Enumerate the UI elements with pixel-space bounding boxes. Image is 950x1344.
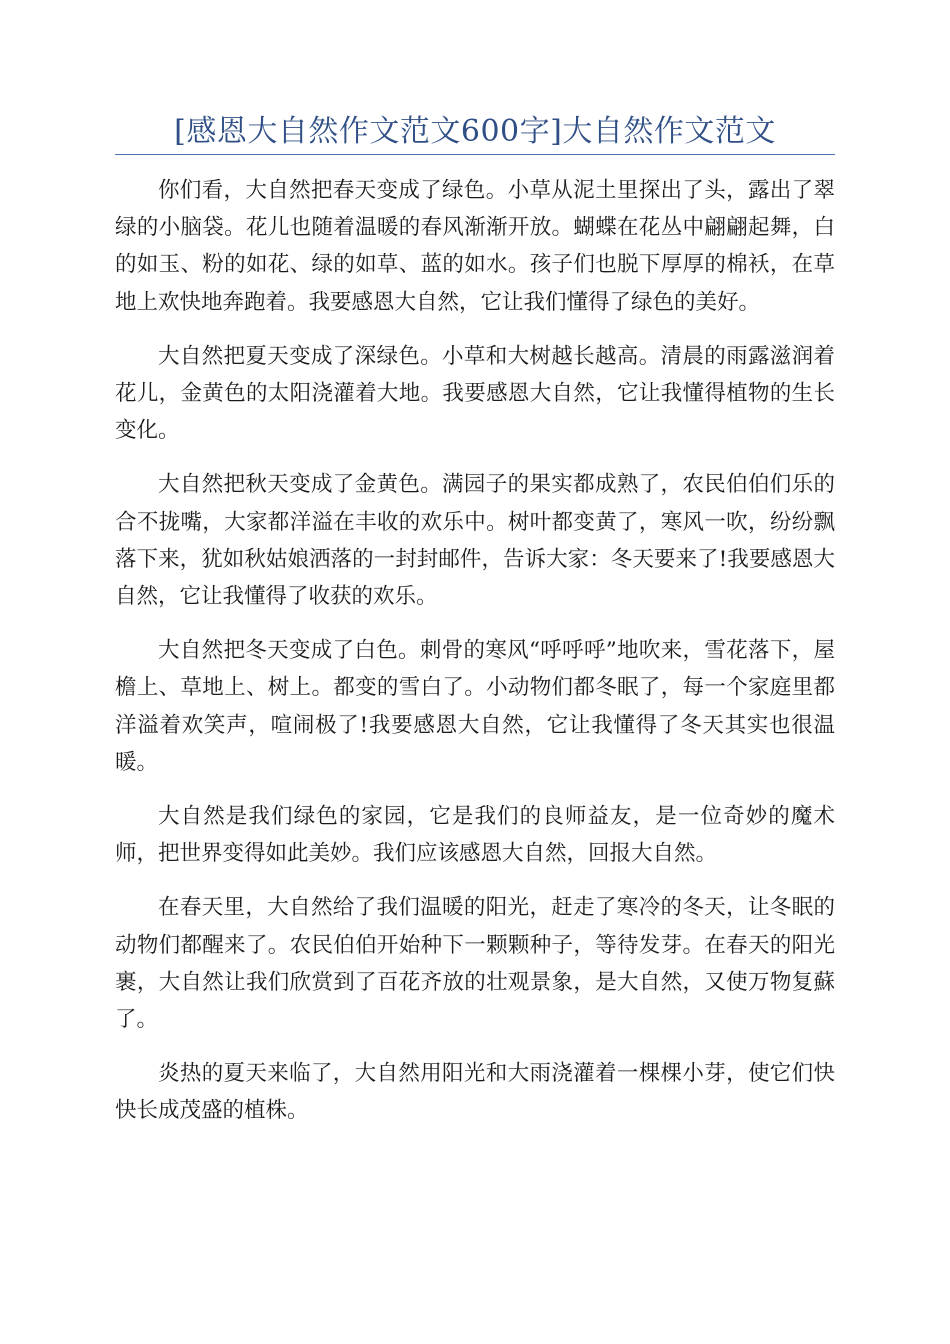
document-body xyxy=(115,172,835,1147)
paragraph: 大自然把夏天变成了深绿色。小草和大树越长越高。清晨的雨露滋润着花儿，金黄色的太阳浇灌着大地。我要感恩大自然，它让我懂得植物的生长变化。 xyxy=(115,343,835,444)
paragraph: 大自然把秋天变成了金黄色。满园子的果实都成熟了，农民伯伯们乐的合不拢嘴，大家都洋溢在丰收的欢乐中。树叶都变黄了，寒风一吹，纷纷飘落下来，犹如秋姑娘洒落的一封封邮件，告诉大家：冬天要来了!我要感恩大自然，它让我懂得了收获的欢乐。 xyxy=(115,472,835,610)
title-underline xyxy=(115,154,835,155)
paragraph: 在春天里，大自然给了我们温暖的阳光，赶走了寒冷的冬天，让冬眠的动物们都醒来了。农民伯伯开始种下一颗颗种子，等待发芽。在春天的阳光裹，大自然让我们欣赏到了百花齐放的壮观景象，是大自然，又使万物复蘇了。 xyxy=(115,895,835,1033)
paragraph: 你们看，大自然把春天变成了绿色。小草从泥土里探出了头，露出了翠绿的小脑袋。花儿也随着温暖的春风渐渐开放。蝴蝶在花丛中翩翩起舞，白的如玉、粉的如花、绿的如草、蓝的如水。孩子们也脱下厚厚的棉袄，在草地上欢快地奔跑着。我要感恩大自然，它让我们懂得了绿色的美好。 xyxy=(115,178,835,315)
paragraph: 大自然把冬天变成了白色。刺骨的寒风“呼呼呼”地吹来，雪花落下，屋檐上、草地上、树上。都变的雪白了。小动物们都冬眠了，每一个家庭里都洋溢着欢笑声，喧闹极了!我要感恩大自然，它让我懂得了冬天其实也很温暖。 xyxy=(115,638,835,775)
document-title: [感恩大自然作文范文600字]大自然作文范文 xyxy=(174,114,776,149)
paragraph: 炎热的夏天来临了，大自然用阳光和大雨浇灌着一棵棵小芽，使它们快快长成茂盛的植株。 xyxy=(115,1061,835,1124)
paragraph: 大自然是我们绿色的家园，它是我们的良师益友，是一位奇妙的魔术师，把世界变得如此美妙。我们应该感恩大自然，回报大自然。 xyxy=(115,804,835,867)
